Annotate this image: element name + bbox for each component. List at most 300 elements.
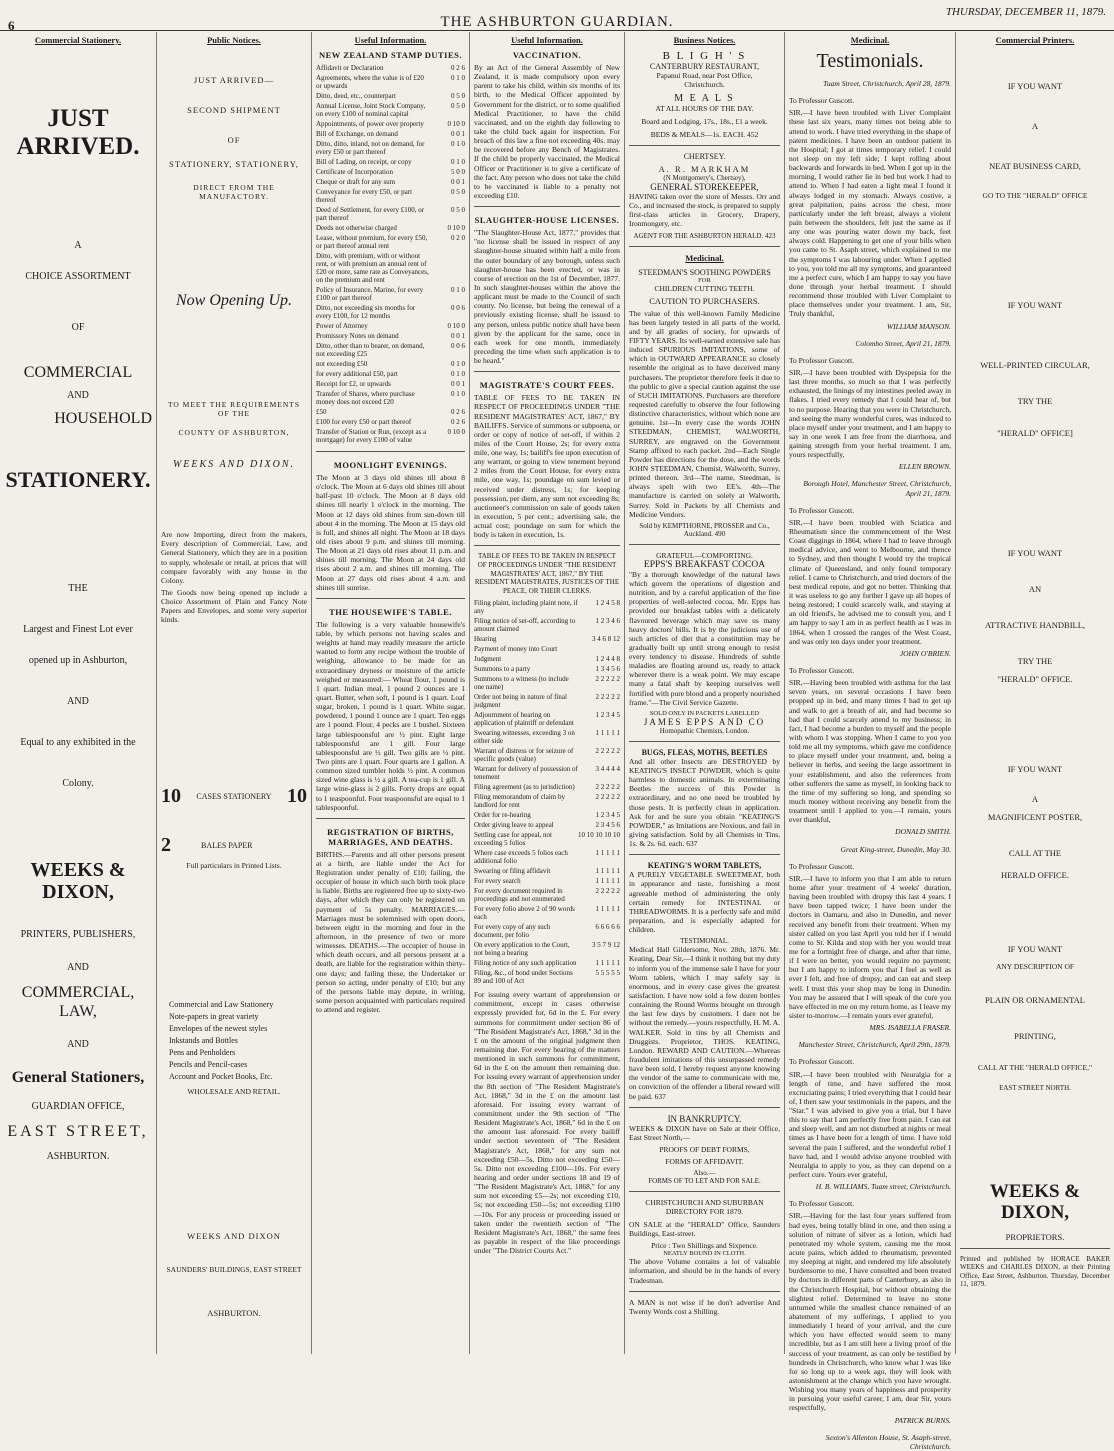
stamp-duty-row-value: 5 0 0 bbox=[451, 168, 465, 176]
caution-heading: CAUTION TO PURCHASERS. bbox=[649, 295, 760, 306]
column-medicinal bbox=[785, 32, 956, 1451]
divider bbox=[960, 1248, 1110, 1249]
stamp-duty-row-value: 0 5 0 bbox=[451, 102, 465, 110]
divider bbox=[474, 206, 620, 207]
above-volume-text: The above Volume contains a lot of valuable information, and should be in the hands of every Tradesman. bbox=[629, 1257, 780, 1285]
stamp-duty-row-label: Conveyance for every £50, or part thereof bbox=[316, 188, 413, 204]
column-useful-information-2 bbox=[470, 32, 625, 1354]
restaurant-address: Papanui Road, near Post Office, bbox=[656, 71, 753, 80]
testimonial bbox=[789, 1040, 951, 1191]
testimonial-addressee: To Professor Guscott. bbox=[789, 1199, 855, 1209]
testimonial bbox=[789, 666, 951, 837]
testimonial-signature: ELLEN BROWN. bbox=[898, 462, 951, 472]
issue-date: THURSDAY, DECEMBER 11, 1879. bbox=[945, 6, 1106, 18]
stamp-duty-row bbox=[316, 129, 465, 139]
divider bbox=[629, 1191, 780, 1192]
fee-row bbox=[474, 664, 620, 674]
worm-title: KEATING'S WORM TABLETS, bbox=[647, 861, 762, 871]
proofs-line: PROOFS OF DEBT FORMS, bbox=[659, 1144, 750, 1154]
fee-row bbox=[474, 710, 620, 728]
word-the: THE bbox=[68, 582, 88, 594]
chertsey-heading: CHERTSEY. bbox=[683, 152, 726, 161]
list-item: Account and Pocket Books, Etc. bbox=[169, 1071, 273, 1081]
affidavit-line: FORMS OF AFFIDAVIT. bbox=[665, 1156, 744, 1166]
fee-row-label: Filing agreement (as to jurisdiction) bbox=[474, 783, 575, 792]
stamp-duty-row-label: Ditto, with premium, with or without rent, or with premium an annual rent of £20 or more, same rate as Conveyances, on the premium and rent bbox=[316, 252, 429, 284]
fee-row-value: 1 2 3 4 5 bbox=[595, 811, 620, 820]
testimonial-signature: WILLIAM MANSON. bbox=[886, 321, 951, 331]
fee-row bbox=[474, 764, 620, 782]
fee-row-value: 2 2 2 2 2 bbox=[595, 747, 620, 756]
steedman-for: FOR bbox=[698, 276, 711, 284]
meals-hours: AT ALL HOURS OF THE DAY. bbox=[655, 104, 754, 113]
stamp-duty-row bbox=[316, 157, 465, 167]
column-header: Business Notices. bbox=[673, 35, 736, 45]
restaurant-town: Christchurch. bbox=[684, 80, 725, 89]
proprietors-label: PROPRIETORS. bbox=[1005, 1231, 1065, 1242]
footer-address: SAUNDERS' BUILDINGS, EAST STREET bbox=[166, 1264, 302, 1274]
fee-row-label: Summons to a witness (to include one name) bbox=[474, 675, 569, 692]
stamp-duty-row-value: 0 0 1 bbox=[451, 178, 465, 186]
ad-call-herald: CALL AT THE "HERALD OFFICE," bbox=[977, 1063, 1093, 1072]
column-header: Commercial Stationery. bbox=[34, 35, 122, 45]
stamp-duty-row bbox=[316, 167, 465, 177]
markham-name: A. R. MARKHAM bbox=[658, 164, 751, 174]
fee-row-value: 3 5 7 9 12 bbox=[592, 941, 620, 950]
page-number: 6 bbox=[8, 18, 15, 33]
just-arrived-notice: JUST ARRIVED— bbox=[193, 75, 275, 85]
imprint-text: Printed and published by HORACE BAKER WEEKS and CHARLES DIXON, at their Printing Office, East Street, Ashburton. Thursday, December 11, 1879. bbox=[960, 1254, 1110, 1289]
ad-if-you-want-4: IF YOU WANT bbox=[1007, 764, 1063, 774]
fee-row-label: Filing memorandum of claim by landlord for rent bbox=[474, 793, 565, 810]
also-line: Also.— bbox=[693, 1168, 716, 1177]
stamp-duty-row-value: 0 2 6 bbox=[451, 408, 465, 416]
blighs-name: B L I G H ' S bbox=[662, 50, 747, 62]
stamp-duty-row-label: Annual License, Joint Stock Company, on every £100 of nominal capital bbox=[316, 102, 426, 118]
fee-row-value: 2 2 2 2 2 bbox=[595, 793, 620, 802]
cases-number-right: 10 bbox=[287, 784, 307, 807]
county-of-ashburton: COUNTY OF ASHBURTON, bbox=[178, 428, 290, 438]
fees-tail-text: For issuing every warrant of apprehension or commitment, except in cases otherwise expressly provided for, 6d in the £. For every summons for commitment under section 86 of "The Resident Magistrate's Act, 1868," 3d in the £ on the amount of the original judgment then remaining due. For every hearing of the matters mentioned in such summons for commitment, 6d in the £ on the amount then remaining due. For issuing every warrant of apprehension under the 8th section of "The Resident Magistrate's Act, 1868," 3d in the £ on the amount last aforesaid. For issuing every warrant of commitment under the 9th section of "The Resident Magistrate's Act, 1868," 6d in the £ on the amount last aforesaid. For every bailiff under section seventeen of "The Resident Magistrate's Act, 1868," for any sum not exceeding £50—5s. Ditto not exceeding £50—5s. Ditto not exceeding £100—10s. For every hearing and order under sections 18 and 19 of "The Resident Magistrate's Act, 1868," for any sum not exceeding £5—2s; not exceeding £10, 5s; not exceeding £50—5s; not exceeding £100—10s. For any process or proceeding issued or taken under the twentieth section of "The Resident Magistrate's Act, 1868," the same fees as payable in respect of the like proceedings under "The District Courts Act." bbox=[474, 990, 620, 1256]
stamp-duty-row-value: 0 2 0 bbox=[451, 234, 465, 242]
fee-row-label: Swearing or filing affidavit bbox=[474, 867, 551, 876]
ashburton: ASHBURTON. bbox=[46, 1151, 110, 1163]
testimonial-place: Colombo Street, April 21, 1879. bbox=[855, 338, 951, 348]
magistrate-fees-text: TABLE OF FEES TO BE TAKEN IN RESPECT OF PROCEEDINGS UNDER "THE RESIDENT MAGISTRATES' ACT, 1867," BY BAILIFFS. Service of summons or subpoena, or order or copy of notice of set-off, if within 2 miles of the Court House, 2s; for every extra mile, one way, 1s; bailiff's fee upon execution of any warrant, or going to view tenement beyond 2 miles from the Court House, for every extra mile, one way, 1s; poundage on sum levied or received under distress, 1s; for keeping possession, per diem, any sum not exceeding 8s; auctioneer's commission on sale of goods taken in execution, 5 per cent.; advertising sale, the actual cost; poundage on sum for which the body is taken in execution, 1s. bbox=[474, 393, 620, 540]
word-of: OF bbox=[71, 322, 85, 333]
opened-line: opened up in Ashburton, bbox=[28, 654, 128, 666]
fee-row bbox=[474, 958, 620, 968]
stamp-duty-row bbox=[316, 331, 465, 341]
list-item: Envelopes of the newest styles bbox=[169, 1023, 268, 1033]
testimonial bbox=[789, 845, 951, 1033]
advertise-text: A MAN is not wise if he don't advertise And Twenty Words cost a Shilling. bbox=[629, 1297, 780, 1316]
divider bbox=[629, 1291, 780, 1292]
fee-row-label: Judgment bbox=[474, 655, 502, 664]
testimonials-title: Testimonials. bbox=[816, 50, 924, 72]
fee-row bbox=[474, 616, 620, 634]
stationery-list bbox=[161, 1000, 307, 1081]
stamp-duty-row bbox=[316, 427, 465, 445]
column-header: Public Notices. bbox=[207, 35, 261, 45]
stamp-duty-row-value bbox=[431, 251, 465, 285]
fee-row bbox=[474, 644, 620, 654]
fee-row-value: 2 2 2 2 2 bbox=[595, 675, 620, 684]
list-item: Commercial and Law Stationery bbox=[169, 999, 274, 1009]
testimonial-signature: H. B. WILLIAMS, Tuam street, Christchurch. bbox=[815, 1182, 951, 1192]
fee-row bbox=[474, 866, 620, 876]
column-header: Medicinal. bbox=[850, 35, 890, 45]
ad-try-the-2: TRY THE bbox=[1017, 656, 1053, 666]
second-shipment: SECOND SHIPMENT bbox=[187, 105, 281, 115]
east-street: EAST STREET, bbox=[7, 1123, 149, 1141]
fee-row-label: Order giving leave to appeal bbox=[474, 821, 554, 830]
fee-row-value: 1 3 4 5 6 bbox=[595, 665, 620, 674]
stamp-duty-row-value: 0 5 0 bbox=[451, 206, 465, 214]
slaughter-text: "The Slaughter-House Act, 1877," provides that "no license shall be issued in respect of any slaughter-house situated within half a mile from the outer boundary of any borough, unless such slaughter-house has been erected, or was in course of erection on the 1st of December, 1877. In such slaughter-houses within the above the applicant must be made to the Council of such county. No license, but being the renewal of a previously existing license, shall be issued to any person, unless public notice shall have been given by the applicant for the same, once in each week for one month, immediately preceding the time when such application is to be heard." bbox=[474, 228, 620, 366]
testimonial bbox=[789, 79, 951, 331]
weeks-and-dixon-italic: WEEKS AND DIXON. bbox=[172, 459, 296, 471]
fee-row-value: 10 10 10 10 10 bbox=[578, 831, 620, 840]
fee-row bbox=[474, 904, 620, 922]
stamp-duty-row bbox=[316, 341, 465, 359]
slaughter-title: SLAUGHTER-HOUSE LICENSES. bbox=[474, 215, 620, 226]
bankruptcy-text: WEEKS & DIXON have on Sale at their Office, East Street North,— bbox=[629, 1123, 780, 1142]
stamp-duty-row bbox=[316, 233, 465, 251]
testimonial-body: SIR,—I have been troubled with Dyspepsia for the last three months, so much so that I was perfectly exhausted, the linings of my intestines peeled away in flakes. I tried every remedy that I could hear of, but to no purpose. Hearing that you were in Christchurch, and seeing the many wonderful cures, was induced to place myself under your treatment, and I am happy to say in one week I am free from the diarrhoea, and gaining strength from your herbal treatment. I am, yours respectfully, bbox=[789, 367, 951, 460]
cases-line bbox=[161, 785, 307, 808]
testimonial-place: Borough Hotel, Manchester Street, Christchurch, April 21, 1879. bbox=[803, 479, 951, 498]
fee-row-value: 1 1 1 1 1 bbox=[595, 959, 620, 968]
stamp-duty-row bbox=[316, 359, 465, 369]
fee-row bbox=[474, 746, 620, 764]
stamp-duty-row-label: Deed of Settlement, for every £100, or part thereof bbox=[316, 206, 425, 222]
stamp-duty-row-label: Cheque or draft for any sum bbox=[316, 178, 396, 186]
fee-row bbox=[474, 792, 620, 810]
fee-row bbox=[474, 598, 620, 616]
fee-row bbox=[474, 692, 620, 710]
stamp-duty-row bbox=[316, 417, 465, 427]
stamp-duty-row-value: 0 5 0 bbox=[451, 92, 465, 100]
fee-row-label: Order not being in nature of final judgment bbox=[474, 693, 567, 710]
stamp-duty-row bbox=[316, 205, 465, 223]
stamp-duty-row-label: for every additional £50, part bbox=[316, 370, 398, 378]
ad-circular: WELL-PRINTED CIRCULAR, bbox=[980, 360, 1090, 370]
fee-row bbox=[474, 940, 620, 958]
directory-title: CHRISTCHURCH AND SUBURBAN DIRECTORY FOR 1879. bbox=[645, 1197, 764, 1216]
stamp-duty-row-label: Affidavit or Declaration bbox=[316, 64, 384, 72]
divider bbox=[316, 451, 465, 452]
fee-row-value: 1 1 1 1 1 bbox=[595, 905, 620, 914]
stamp-duty-row-value: 0 1 0 bbox=[451, 158, 465, 166]
stamp-duty-row-value: 0 0 1 bbox=[451, 332, 465, 340]
magistrate-fees-title: MAGISTRATE'S COURT FEES. bbox=[479, 380, 615, 391]
ad-if-you-want-5: IF YOU WANT bbox=[1007, 944, 1063, 954]
testimonial-place: Tuam Street, Christchurch, April 28, 1879. bbox=[823, 79, 951, 88]
testimonial-body: SIR,—I have been troubled with Neuralgia for a length of time, and have suffered the most excruciating pains; I tried everything that I could hear of, I then saw your testimonials in the papers, and the "Star." I was advised to give you a trial, but I have this to say that I am perfectly free from pain. I can eat and sleep well, and am not disturbed at nights or meal times as I have been for a length of time. I have told several the pain I suffered, and the wonderful relief I have had, and I would advise anyone troubled with Neuralgia to apply to you, as they can depend on a perfect cure. Yours ever grateful, bbox=[789, 1069, 951, 1180]
equal-line: Equal to any exhibited in the bbox=[20, 736, 136, 748]
cocoa-title: EPPS'S BREAKFAST COCOA bbox=[643, 559, 766, 570]
stamp-duty-row-value: 0 5 0 bbox=[451, 188, 465, 196]
fee-row-value: 1 1 1 1 1 bbox=[595, 729, 620, 738]
testimonials-list bbox=[789, 79, 951, 1451]
testimonial-addressee: To Professor Guscott. bbox=[789, 1057, 855, 1067]
fee-row-value: 2 3 4 5 6 bbox=[595, 821, 620, 830]
ad-go-to-herald: GO TO THE "HERALD" OFFICE bbox=[982, 191, 1088, 200]
herald-agent: AGENT FOR THE ASHBURTON HERALD. 423 bbox=[633, 231, 776, 240]
fee-row-value: 1 1 1 1 1 bbox=[595, 867, 620, 876]
divider bbox=[629, 145, 780, 146]
stamp-duty-row-value: 0 1 0 bbox=[451, 140, 465, 148]
stamp-duty-row bbox=[316, 321, 465, 331]
bugs-title: BUGS, FLEAS, MOTHS, BEETLES bbox=[641, 747, 768, 757]
divider bbox=[629, 741, 780, 742]
moonlight-text: The Moon at 3 days old shines till about 8 o'clock. The Moon at 6 days old shines till about half-past 10 o'clock. The Moon at 8 days old shines till nearly 1 o'clock in the morning. The Moon at 12 days old shines from sun-down till about 4 in the morning. The Moon at 15 days old is full, and shines all night. The Moon at 18 days old rises about 9 p.m. and shines till morning. The Moon at 21 days old rises about 11 p.m. and shines till morning. The Moon at 24 days old rises about 2 a.m. and shines till morning. The Moon at 27 days old rises about 4 a.m. and shines till sunrise. bbox=[316, 473, 465, 592]
fee-row-label: For every document required in proceedings and not enumerated bbox=[474, 887, 565, 904]
cocoa-sold: SOLD ONLY IN PACKETS LABELLED bbox=[649, 709, 760, 717]
testimonial-signature: DONALD SMITH. bbox=[895, 827, 951, 837]
stamp-duty-row-label: Receipt for £2, or upwards bbox=[316, 380, 391, 388]
testimonial-body: SIR,—Having for the last four years suffered from bad eyes, being totally blind in one, and then using a solution of nitrate of silver as a lotion, which had penetrated my whole system, causing me the most acute pains, which added to rheumatism, prevented my sleeping at night, and rendered my life absolutely burdensome to me, I have consulted and been treated by doctors in different parts of Canterbury, as also in the Christchurch Hospital, but without obtaining the slightest relief. Determined to leave no stone unturned while the smallest chance remained of an abatement of my sufferings, I applied to you immediately I heard of your arrival, and the cure which you have effected would seem to many incredible, but as I am still here a living proof of the success of your treatment, as can only be testified by hundreds in Christchurch, who know what I was like for so long up to a week ago, they will look with astonishment at the change which you have wrought. Wishing you many years of happiness and prosperity in pursuing your useful career, I am, dear Sir, yours respectfully, bbox=[789, 1211, 951, 1413]
bugs-text: And all other Insects are DESTROYED by KEATING'S INSECT POWDER, which is quite harmless to domestic animals. In exterminating Beetles the success of this Powder is extraordinary, and no one need be troubled by those pests. It is perfectly clean in application. Ask for and be sure you obtain "KEATING'S POWDER," as Imitations are Noxious, and fail in giving satisfaction. Sold by all Chemists in Tins, 1s. & 2s. 6d. each. 637 bbox=[629, 756, 780, 849]
fee-row-label: Filing notice of any such application bbox=[474, 959, 577, 968]
stamp-duty-row-label: Lease, without premium, for every £50, or part thereof annual rent bbox=[316, 234, 428, 250]
fee-row-label: Adjournment of hearing on application of plaintiff or defendant bbox=[474, 711, 574, 728]
fee-row-value bbox=[578, 644, 620, 654]
stamp-duty-row-value: 0 10 0 bbox=[447, 428, 465, 436]
cocoa-head: GRATEFUL—COMFORTING. bbox=[656, 550, 753, 560]
weeks-dixon-heading: WEEKS & DIXON, bbox=[30, 858, 126, 903]
list-item: Inkstands and Bottles bbox=[169, 1035, 238, 1045]
testimonial bbox=[789, 1433, 951, 1451]
epps-name: JAMES EPPS AND CO bbox=[643, 716, 766, 727]
testimonial-body: SIR,—Having been troubled with asthma for the last seven years, on several occasions I have been propped up in bed, and many times I had to get up and walk to get a breath of air, and had become so bad that I could scarcely attend to my business; in fact, I had become a burden to myself and the people with whom I was stopping. When I came to you you told me all my symptoms, which gave me confidence to place myself under your treatment, and, being a believer in herbs, and seeing the large assortment in your establishment, and also the references from other sufferers the same as myself, in looking back to the time of my suffering so long, and spending so much money without receiving any benefit from the treatment until I applied to you.—I remain, yours ever thankful, bbox=[789, 678, 951, 825]
housewife-title: THE HOUSEWIFE'S TABLE. bbox=[329, 606, 452, 617]
divider bbox=[629, 544, 780, 545]
fee-row-value: 1 2 3 4 6 bbox=[595, 617, 620, 626]
column-useful-information-1 bbox=[312, 32, 470, 1354]
testimonial bbox=[789, 1199, 951, 1424]
stamp-duty-row-value: 0 10 0 bbox=[447, 322, 465, 330]
cases-label: CASES STATIONERY bbox=[196, 791, 272, 801]
stamp-duty-row-label: Certificate of Incorporation bbox=[316, 168, 393, 176]
stamp-duty-row-value: 0 1 0 bbox=[451, 286, 465, 294]
testimonial-addressee: To Professor Guscott. bbox=[789, 666, 855, 676]
testimonial-place: Manchester Street, Christchurch, April 29th, 1879. bbox=[798, 1040, 951, 1050]
ad-if-you-want: IF YOU WANT bbox=[1007, 81, 1063, 91]
registration-text: BIRTHS.—Parents and all other persons present at a birth, are liable under the Act for Registration under penalty of £10; failing, the occupier of house in which such birth took place is liable. Births are registered free up to sixty-two days, after which they can only be registered on payment of 5s penalty. MARRIAGES.—Marriages must be solemnised with open doors, between eight in the morning and four in the afternoon, in the presence of two or more witnesses. DEATHS.—The occupier of house in which death occurs, and all persons present at a death, are liable for the registration within thirty-one days; and failing these, the Undertaker or person so acting, under penalty of £10; but any of the persons liable may depute, in writing, some person acquainted with particulars required to attend and register. bbox=[316, 849, 465, 1015]
fee-row-value: 1 2 3 4 5 bbox=[595, 711, 620, 720]
fee-row-label: Summons to a party bbox=[474, 665, 531, 674]
footer-town: ASHBURTON. bbox=[207, 1307, 261, 1318]
fee-row bbox=[474, 922, 620, 940]
stamp-duty-row-label: Promissory Notes on demand bbox=[316, 332, 399, 340]
fee-row-label: Order for re-hearing bbox=[474, 811, 531, 820]
ad-east-street-north: EAST STREET NORTH. bbox=[999, 1084, 1071, 1092]
fee-row-value: 2 2 2 2 2 bbox=[595, 693, 620, 702]
stationery-heading: STATIONERY. bbox=[5, 467, 151, 493]
list-item: Note-papers in great variety bbox=[169, 1011, 259, 1021]
stamp-duty-row-value: 0 10 0 bbox=[447, 120, 465, 128]
stamp-duty-row-label: Ditto, deed, etc., counterpart bbox=[316, 92, 396, 100]
steedman-sub: CHILDREN CUTTING TEETH. bbox=[654, 283, 755, 293]
stamp-duty-row-label: Ditto, not exceeding six months for every £100, for 12 months bbox=[316, 304, 416, 320]
stamp-duty-row-label: Power of Attorney bbox=[316, 322, 368, 330]
ad-a: A bbox=[1031, 121, 1039, 131]
word-and: AND bbox=[67, 390, 89, 402]
stamp-duty-row-label: Agreements, where the value is of £20 or upwards bbox=[316, 74, 424, 90]
stamp-duty-row-value: 0 2 6 bbox=[451, 418, 465, 426]
wholesale-retail: WHOLESALE AND RETAIL. bbox=[187, 1086, 281, 1096]
vaccination-title: VACCINATION. bbox=[512, 50, 582, 60]
column-header: Useful Information. bbox=[354, 35, 427, 45]
stamp-duty-row-label: Transfer of Shares, where purchase money does not exceed £20 bbox=[316, 390, 415, 406]
stamp-duty-row-label: Appointments, of power over property bbox=[316, 120, 424, 128]
bound-line: NEATLY BOUND IN CLOTH. bbox=[663, 1250, 746, 1258]
stamp-duty-row-label: Policy of Insurance, Marine, for every £100 or part thereof bbox=[316, 286, 424, 302]
ad-call-at: CALL AT THE bbox=[1008, 848, 1062, 858]
to-meet-requirements: TO MEET THE REQUIREMENTS OF THE bbox=[167, 400, 301, 419]
largest-line: Largest and Finest Lot ever bbox=[23, 623, 133, 635]
stamp-duty-row bbox=[316, 91, 465, 101]
stamp-duty-row-label: Transfer of Station or Run, (except as a mortgage) for every £100 of value bbox=[316, 428, 427, 444]
fee-row-label: Warrant of distress or for seizure of specific goods (value) bbox=[474, 747, 574, 764]
household-heading: HOUSEHOLD bbox=[54, 410, 152, 428]
ad-handbill: ATTRACTIVE HANDBILL, bbox=[984, 620, 1086, 630]
epps-sub: Homopathic Chemists, London. bbox=[659, 726, 750, 735]
fee-row-value: 2 2 2 2 2 bbox=[595, 783, 620, 792]
ad-herald-office: "HERALD" OFFICE] bbox=[997, 428, 1073, 438]
column-commercial-stationery bbox=[0, 32, 157, 1354]
fee-row-label: Settling case for appeal, not exceeding 5 folios bbox=[474, 831, 552, 848]
testimonial-body: SIR,—I have been troubled with Sciatica and Rheumatism since the commencement of the West Coast diggings in 1864, where I had to leave through medical advice, and went to Melbourne, and thence to Sydney, and then thought I would try the tropical climate of Queensland, and only found temporary relief. I came to Christchurch, and tried doctors of the best medical repute, and got no better. Thinking that it was useless to go any further I gave up all hopes of being restored; I could scarcely walk, and staying at an old friend's, he advised me to consult you, and I am happy to say I am in as perfect health as I was in 1864, when I crossed the ranges of the West Coast, and was only ten days under your treatment. bbox=[789, 517, 951, 646]
ad-any-description: ANY DESCRIPTION OF bbox=[995, 962, 1075, 971]
column-business-notices bbox=[625, 32, 785, 1354]
fee-row bbox=[474, 782, 620, 792]
stamp-duty-row bbox=[316, 285, 465, 303]
ad-try-the: TRY THE bbox=[1017, 396, 1053, 406]
fee-row bbox=[474, 968, 620, 986]
restaurant-name: CANTERBURY RESTAURANT, bbox=[649, 62, 760, 71]
full-particulars: Full particulars in Printed Lists. bbox=[186, 860, 282, 870]
stationery-stationery: STATIONERY, STATIONERY, bbox=[169, 159, 299, 169]
stamp-duty-row-value: 0 0 6 bbox=[451, 342, 465, 350]
stamp-duty-row-label: £100 for every £50 or part thereof bbox=[316, 418, 412, 426]
goods-notice: The Goods now being opened up include a Choice Assortment of Plain and Fancy Note Papers and Envelopes, and some very superior kinds. bbox=[161, 588, 307, 625]
stamp-duty-row bbox=[316, 303, 465, 321]
stamp-duty-row-value: 0 0 1 bbox=[451, 130, 465, 138]
ad-plain-ornamental: PLAIN OR ORNAMENTAL bbox=[985, 995, 1085, 1005]
stamp-duty-row bbox=[316, 187, 465, 205]
column-commercial-printers bbox=[956, 32, 1114, 1354]
storekeeper-heading: GENERAL STOREKEEPER, bbox=[650, 182, 759, 192]
column-header: Useful Information. bbox=[511, 35, 583, 45]
fee-row-label: Filing notice of set-off, according to amount claimed bbox=[474, 617, 576, 634]
stamp-duty-row-value: 0 1 0 bbox=[451, 390, 465, 398]
colony-line: Colony. bbox=[62, 777, 94, 789]
commercial-law-line: COMMERCIAL, LAW, bbox=[21, 983, 135, 1020]
stamp-duty-row bbox=[316, 139, 465, 157]
price-line: Price : Two Shillings and Sixpence. bbox=[651, 1241, 758, 1251]
stamp-duties-table bbox=[316, 63, 465, 445]
divider bbox=[316, 598, 465, 599]
ad-a-2: A bbox=[1031, 794, 1039, 804]
stamp-duty-row bbox=[316, 251, 465, 285]
fee-row bbox=[474, 654, 620, 664]
stamp-duty-row bbox=[316, 177, 465, 187]
fee-row-value: 1 1 1 1 1 bbox=[595, 849, 620, 858]
stamp-duty-row-value: 0 2 6 bbox=[451, 64, 465, 72]
fee-row-label: For every copy of any such document, per folio bbox=[474, 923, 551, 940]
fee-row-label: For every search bbox=[474, 877, 521, 886]
choice-assortment: CHOICE ASSORTMENT bbox=[25, 271, 131, 282]
moonlight-title: MOONLIGHT EVENINGS. bbox=[333, 460, 448, 470]
stamp-duty-row-label: Bill of Exchange, on demand bbox=[316, 130, 398, 138]
stamp-duty-row-label: Ditto, ditto, inland, not on demand, for every £50 or part thereof bbox=[316, 140, 425, 156]
stamp-duty-row bbox=[316, 407, 465, 417]
fee-row-value: 1 1 1 1 1 bbox=[595, 877, 620, 886]
footer-name: WEEKS AND DIXON bbox=[187, 1230, 281, 1241]
bales-label: BALES PAPER bbox=[201, 840, 253, 850]
ad-if-you-want-2: IF YOU WANT bbox=[1007, 300, 1063, 310]
stamp-duties-title: NEW ZEALAND STAMP DUTIES. bbox=[318, 50, 463, 60]
fee-row bbox=[474, 830, 620, 848]
word-and-3: AND bbox=[67, 961, 89, 973]
fee-row-label: Warrant for delivery of possession of tenement bbox=[474, 765, 578, 782]
newspaper-title: THE ASHBURTON GUARDIAN. bbox=[440, 14, 674, 30]
to-let-line: FORMS OF TO LET AND FOR SALE. bbox=[648, 1176, 761, 1185]
fees-table bbox=[474, 598, 620, 986]
testimonial-signature: JOHN O'BRIEN. bbox=[899, 648, 951, 658]
divider bbox=[316, 818, 465, 819]
fee-row-value: 6 6 6 6 6 bbox=[595, 923, 620, 932]
fee-row-label: Hearing bbox=[474, 635, 497, 644]
word-and-2: AND bbox=[67, 695, 89, 707]
fee-row-label: Filing, &c., of bond under Sections 89 and 100 of Act bbox=[474, 969, 573, 986]
fee-row-label: For every folio above 2 of 90 words each bbox=[474, 905, 575, 922]
fee-row-value: 3 4 4 4 4 bbox=[595, 765, 620, 774]
bales-number: 2 bbox=[161, 833, 171, 856]
vaccination-text: By an Act of the General Assembly of New Zealand, it is made compulsory upon every parent to take his child, within six months of its birth, to the Medical Officer appointed by Government for the district, or to some qualified Medical Practitioner, to have the child vaccinated, and on the eighth day following to take the child back again for inspection. For breach of this law a fine not exceeding 40s. may be recovered before any Bench of Magistrates. If the child be properly vaccinated, the Medical Officer or Practitioner is to give a certificate of the fact. Any person who does not take the child to be vaccinated is liable to a penalty not exceeding £10. bbox=[474, 63, 620, 200]
kempthorne-line: Sold by KEMPTHORNE, PROSSER and Co., Auckland. 490 bbox=[639, 521, 770, 538]
testimonial-addressee: To Professor Guscott. bbox=[789, 505, 855, 515]
stamp-duty-row-label: Bill of Lading, on receipt, or copy bbox=[316, 158, 412, 166]
divider bbox=[474, 545, 620, 546]
stamp-duty-row bbox=[316, 73, 465, 91]
just-arrived-heading: JUST ARRIVED. bbox=[16, 105, 140, 160]
stamp-duty-row-label: Ditto, other than to bearer, on demand, not exceeding £25 bbox=[316, 342, 425, 358]
fee-row-label: On every application to the Court, not being a hearing bbox=[474, 941, 570, 958]
masthead bbox=[0, 0, 1114, 31]
fee-row bbox=[474, 876, 620, 886]
printers-line: PRINTERS, PUBLISHERS, bbox=[20, 928, 136, 940]
stamp-duty-row-label: not exceeding £50 bbox=[316, 360, 368, 368]
general-stationers: General Stationers, bbox=[11, 1068, 145, 1086]
stamp-duty-row-label: £50 bbox=[316, 408, 327, 416]
stamp-duty-row-value: 0 1 0 bbox=[451, 360, 465, 368]
ad-printing: PRINTING, bbox=[1014, 1031, 1056, 1041]
testimonial bbox=[789, 339, 951, 472]
column-header: Commercial Printers. bbox=[995, 35, 1075, 45]
testimonial-head: TESTIMONIAL. bbox=[680, 937, 729, 946]
now-opening-up: Now Opening Up. bbox=[176, 292, 292, 309]
direct-from-manufactory: DIRECT FROM THE MANUFACTORY. bbox=[193, 183, 275, 201]
fee-row bbox=[474, 634, 620, 644]
steedman-title: STEEDMAN'S SOOTHING POWDERS bbox=[638, 267, 771, 277]
fee-row-label: Payment of money into Court bbox=[474, 645, 558, 654]
housewife-text: The following is a very valuable housewife's table, by which persons not having scales and weights at hand may readily measure the article wanted to form any recipe without the trouble of weighing, allowance to be made for an extraordinary dryness or moisture of the article weighed or measured:— Wheat flour, 1 pound is 1 quart. Indian meal, 1 pound 2 ounces are 1 quart. Butter, when soft, 1 pound is 1 quart. Loaf sugar, broken, 1 pound is 1 quart. White sugar, powdered, 1 pound 1 ounce are 1 quart. Ten eggs are 1 pound. Flour, 4 pecks are 1 bushel. Sixteen large tablespoonsful are ½ pint. Eight large tablespoonsful are 1 gill. Four large tablespoonsful are ½ gill. Two gills are ½ pint. Two pints are 1 quart. Four quarts are 1 gallon. A common sized tumbler holds ½ pint. A common sized wine glass is ½ a gill. A tea-cup is 1 gill. A large wine-glass is 2 gills. Forty drops are equal to 1 teaspoonful. Four teaspoonsful are equal to 1 tablespoonful. bbox=[316, 619, 465, 812]
stamp-duty-row-label: Deeds not otherwise charged bbox=[316, 224, 397, 232]
